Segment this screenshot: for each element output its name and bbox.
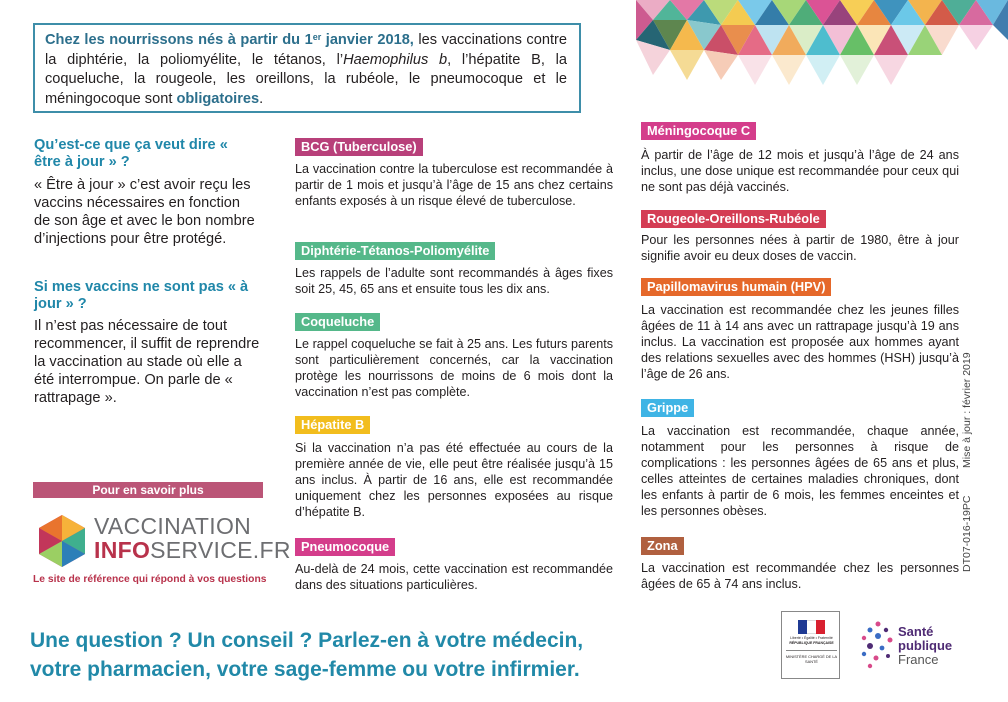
vaccine-tag-grippe: Grippe xyxy=(641,399,694,417)
vaccine-tag-coqueluche: Coqueluche xyxy=(295,313,380,331)
vaccine-text-ror: Pour les personnes nées à partir de 1980, être à jour signifie avoir eu deux doses de vaccin. xyxy=(641,233,959,263)
intro-text-2: , l’hépatite B, la coqueluche, la rougeole, les oreillons, la rubéole, le pneumocoque et le méningocoque sont xyxy=(45,51,567,107)
intro-box xyxy=(33,23,581,113)
intro-end: . xyxy=(259,90,264,107)
decorative-hex-pattern xyxy=(636,0,1008,96)
update-date: Mise à jour : février 2019 xyxy=(961,352,973,468)
sante-publique-france-logo-icon xyxy=(860,620,896,672)
intro-obligatoires: obligatoires xyxy=(176,90,260,107)
ministry-republic: RÉPUBLIQUE FRANÇAISE xyxy=(789,641,834,645)
faq-answer-2: Il n’est pas nécessaire de tout recommencer, il suffit de reprendre la vaccination au stade où elle a été interrompue. On parle de « rattrapage ». xyxy=(34,318,260,406)
sante-line-3: France xyxy=(898,652,939,667)
french-flag-icon xyxy=(798,620,825,634)
sante-line-1: Santé xyxy=(898,624,934,639)
vaccine-text-meningocoque-c: À partir de l’âge de 12 mois et jusqu’à l’âge de 24 ans inclus, une dose unique est recommandée pour ceux qui ne sont pas déjà vaccinés. xyxy=(641,148,959,194)
vaccine-text-coqueluche: Le rappel coqueluche se fait à 25 ans. Les futurs parents sont particulièrement concernés, car la vaccination protège les nourrissons de moins de 6 mois dont la vaccination n’est pas complète. xyxy=(295,337,613,399)
faq-question-1: Qu’est-ce que ça veut dire « être à jour » ? xyxy=(34,137,228,170)
logo-text-vaccination[interactable]: VACCINATION xyxy=(94,513,252,539)
intro-lead: Chez les nourrissons nés à partir du 1er janvier 2018, xyxy=(45,32,414,48)
vaccine-tag-meningocoque-c: Méningocoque C xyxy=(641,122,756,140)
vaccine-tag-bcg: BCG (Tuberculose) xyxy=(295,138,423,156)
vaccine-text-bcg: La vaccination contre la tuberculose est recommandée à partir de 1 mois et jusqu’à l’âge de 15 ans chez certains enfants exposés à un risque élevé de tuberculose. xyxy=(295,162,613,208)
intro-text: les vaccinations contre la diphtérie, la poliomyélite, le tétanos, l’ xyxy=(45,32,567,68)
vaccine-tag-dtp: Diphtérie-Tétanos-Poliomyélite xyxy=(295,242,495,260)
sante-publique-france-text xyxy=(898,625,952,667)
logo-text-infoservice[interactable]: INFOSERVICE.FR xyxy=(94,537,291,563)
vaccine-text-hepatite-b: Si la vaccination n’a pas été effectuée au cours de la première année de vie, elle peut être réalisée jusqu’à 15 ans inclus. À partir de 16 ans, elle est recommandée uniquement chez les personnes exposées au risque d’hépatite B. xyxy=(295,441,613,519)
document-code: DT07-016-19PC xyxy=(961,495,973,572)
vaccine-tag-zona: Zona xyxy=(641,537,684,555)
vaccine-text-dtp: Les rappels de l’adulte sont recommandés à âges fixes soit 25, 45, 65 ans et ensuite tous les dix ans. xyxy=(295,266,613,296)
ministry-name: MINISTÈRE CHARGÉ DE LA SANTÉ xyxy=(785,654,838,664)
ministry-motto: Liberté • Égalité • Fraternité xyxy=(790,636,833,640)
faq-question-2: Si mes vaccins ne sont pas « à jour » ? xyxy=(34,279,249,312)
vaccine-tag-ror: Rougeole-Oreillons-Rubéole xyxy=(641,210,826,228)
bottom-callout xyxy=(30,626,583,684)
vaccine-tag-hepatite-b: Hépatite B xyxy=(295,416,370,434)
bottom-line-1: Une question ? Un conseil ? Parlez-en à votre médecin, xyxy=(30,629,584,652)
promo-banner: Pour en savoir plus xyxy=(33,482,263,498)
vaccine-text-grippe: La vaccination est recommandée, chaque année, notamment pour les personnes à risque de complications : les personnes âgées de 65 ans et plus, celles atteintes de certaines maladies chroniques, dont les enfants à partir de 6 mois, les femmes enceintes et les personnes obèses. xyxy=(641,424,959,518)
sante-line-2: publique xyxy=(898,638,953,653)
vaccine-tag-pneumocoque: Pneumocoque xyxy=(295,538,395,556)
ministry-logo xyxy=(781,611,840,679)
vaccination-info-service-logo-icon[interactable] xyxy=(34,513,90,569)
vaccine-text-pneumocoque: Au-delà de 24 mois, cette vaccination est recommandée dans des situations particulières. xyxy=(295,562,613,592)
promo-tagline: Le site de référence qui répond à vos questions xyxy=(33,574,267,585)
bottom-line-2: votre pharmacien, votre sage-femme ou votre infirmier. xyxy=(30,658,580,681)
vaccine-text-hpv: La vaccination est recommandée chez les jeunes filles âgées de 11 à 14 ans avec un rattrapage jusqu’à 19 ans inclus. La vaccination est proposée aux hommes ayant des relations sexuelles avec des hommes (HSH) jusqu’à l’âge de 26 ans. xyxy=(641,303,959,381)
faq-answer-1: « Être à jour » c’est avoir reçu les vaccins nécessaires en fonction de son âge et avec le bon nombre d’injections pour être protégé. xyxy=(34,177,255,247)
intro-haemophilus: Haemophilus b xyxy=(343,51,448,68)
vaccine-tag-hpv: Papillomavirus humain (HPV) xyxy=(641,278,831,296)
vaccine-text-zona: La vaccination est recommandée chez les personnes âgées de 65 à 74 ans inclus. xyxy=(641,561,959,591)
